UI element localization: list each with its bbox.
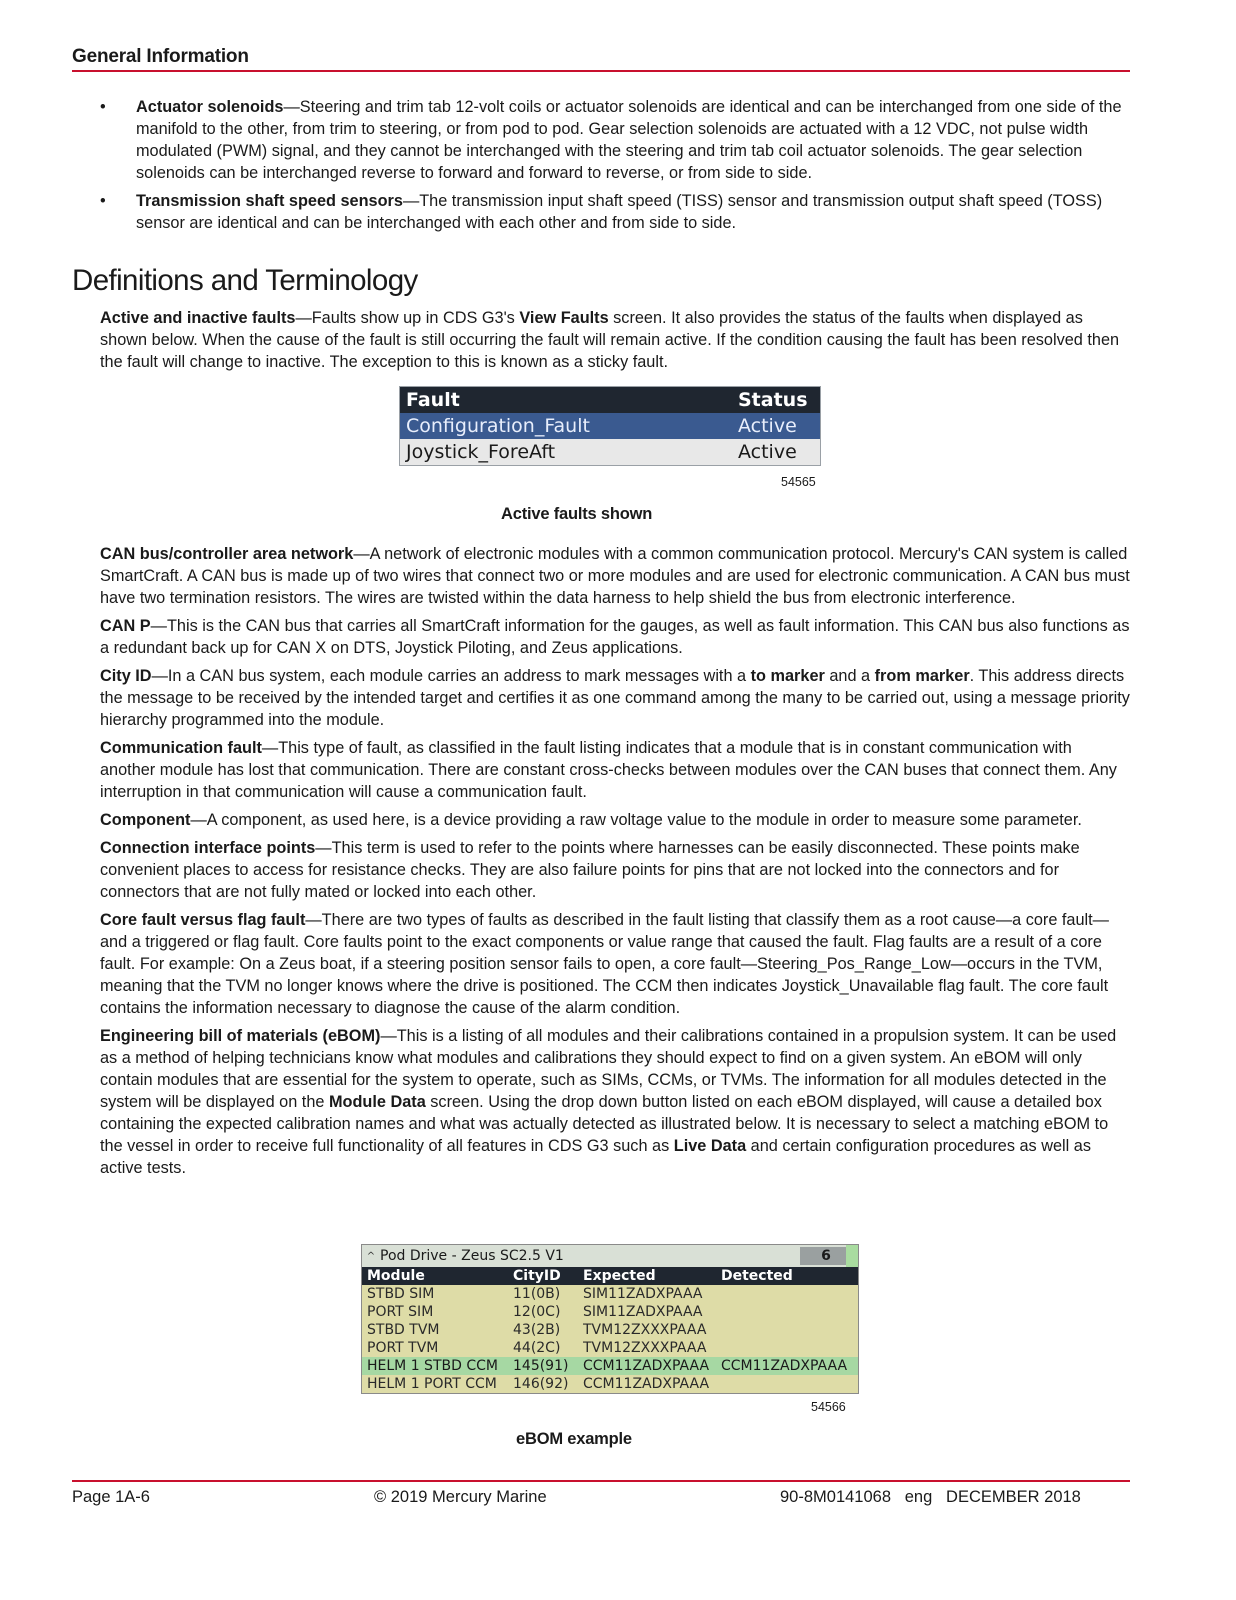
definition-can-bus [100, 543, 1130, 609]
figure-number: 54565 [781, 475, 816, 489]
collapse-caret-icon[interactable]: ^ [366, 1250, 376, 1262]
definition-text: —Faults show up in CDS G3's [295, 309, 520, 327]
cityid-column-header: CityID [513, 1268, 561, 1284]
bullet-item [100, 96, 1130, 184]
ebom-row-matched[interactable] [362, 1357, 858, 1375]
footer-page-number: Page 1A-6 [72, 1488, 150, 1506]
ebom-table [361, 1244, 859, 1394]
expected-cal: SIM11ZADXPAAA [583, 1286, 703, 1302]
module-name: HELM 1 STBD CCM [367, 1358, 498, 1374]
figure-number: 54566 [811, 1400, 846, 1414]
expected-cal: TVM12ZXXXPAAA [583, 1340, 707, 1356]
definition-term: City ID [100, 667, 152, 685]
ebom-row[interactable] [362, 1339, 858, 1357]
fault-status: Active [738, 415, 797, 437]
expected-cal: CCM11ZADXPAAA [583, 1376, 710, 1392]
ebom-row[interactable] [362, 1285, 858, 1303]
definition-term: Connection interface points [100, 839, 316, 857]
definition-list [100, 543, 1130, 1185]
city-id: 44(2C) [513, 1340, 561, 1356]
expected-cal: TVM12ZXXXPAAA [583, 1322, 707, 1338]
definition-bold: Module Data [328, 1093, 426, 1111]
definition-communication-fault [100, 737, 1130, 803]
definition-text: —A component, as used here, is a device providing a raw voltage value to the module in order to measure some parameter. [190, 811, 1082, 829]
detected-column-header: Detected [721, 1268, 793, 1284]
bullet-dot: • [100, 98, 106, 116]
definition-core-flag-fault [100, 909, 1130, 1019]
status-column-header: Status [738, 389, 808, 411]
fault-row[interactable] [400, 439, 820, 465]
definition-term: Component [100, 811, 191, 829]
city-id: 146(92) [513, 1376, 569, 1392]
definition-component [100, 809, 1130, 831]
definition-connection-points [100, 837, 1130, 903]
definition-text: —This type of fault, as classified in the fault listing indicates that a module that is in constant communication with another module has lost that communication. There are constant cross-checks between modules over the CAN buses that connect them. Any interruption in that communication will cause a communication fault. [100, 739, 1117, 801]
city-id: 12(0C) [513, 1304, 561, 1320]
definition-term: CAN P [100, 617, 151, 635]
expected-cal: SIM11ZADXPAAA [583, 1304, 703, 1320]
footer-doc-id: 90-8M0141068 eng DECEMBER 2018 [780, 1488, 1081, 1506]
definition-bold: to marker [750, 667, 825, 685]
module-name: PORT SIM [367, 1304, 434, 1320]
definition-term: CAN bus/controller area network [100, 545, 354, 563]
fault-name: Configuration_Fault [406, 415, 590, 437]
page-header-title: General Information [72, 46, 249, 67]
bullet-dot: • [100, 192, 106, 210]
module-name: HELM 1 PORT CCM [367, 1376, 497, 1392]
ebom-row[interactable] [362, 1375, 858, 1393]
fault-name: Joystick_ForeAft [406, 441, 556, 463]
section-heading: Definitions and Terminology [72, 264, 418, 297]
definition-text: screen. Using the drop down button listed on each eBOM displayed, will cause a detailed box containing the expected calibration names and what was actually detected as illustrated below. It is necessary to select a matching eBOM to the vessel in order to receive full functionality of all features in CDS G3 such as [100, 1093, 1109, 1155]
definition-text: —A network of electronic modules with a common communication protocol. Mercury's CAN system is called SmartCraft. A CAN bus is made up of two wires that connect two or more modules and are used for electronic communication. A CAN bus must have two termination resistors. The wires are twisted within the data harness to help shield the bus from electronic interference. [100, 545, 1130, 607]
footer-copyright: © 2019 Mercury Marine [374, 1488, 547, 1506]
definition-block [100, 307, 1130, 379]
city-id: 43(2B) [513, 1322, 561, 1338]
ebom-count-badge: 6 [800, 1247, 852, 1265]
ebom-title: Pod Drive - Zeus SC2.5 V1 [380, 1248, 564, 1264]
header-rule [72, 70, 1130, 72]
definition-bold: from marker [874, 667, 970, 685]
definition-text: and a [824, 667, 875, 685]
expected-cal: CCM11ZADXPAAA [583, 1358, 710, 1374]
definition-text: and certain configuration procedures as well as active tests. [100, 1137, 1091, 1177]
module-name: STBD SIM [367, 1286, 435, 1302]
definition-active-faults [100, 307, 1130, 373]
bullet-item [100, 190, 1130, 234]
definition-city-id [100, 665, 1130, 731]
definition-ebom [100, 1025, 1130, 1179]
module-name: PORT TVM [367, 1340, 439, 1356]
ebom-title-bar[interactable] [362, 1245, 858, 1267]
module-column-header: Module [367, 1268, 425, 1284]
ebom-row[interactable] [362, 1303, 858, 1321]
module-name: STBD TVM [367, 1322, 440, 1338]
footer-rule [72, 1480, 1130, 1482]
definition-term: Active and inactive faults [100, 309, 296, 327]
definition-text: screen. It also provides the status of the faults when displayed as shown below. When the cause of the fault is still occurring the fault will remain active. If the condition causing the fault has been resolved then the fault will change to inactive. The exception to this is known as a sticky fault. [100, 309, 1120, 371]
fault-status-table [399, 386, 821, 466]
definition-text: . This address directs the message to be received by the intended target and certifies it as one command among the many to be carried out, using a message priority hierarchy programmed into the module. [100, 667, 1130, 729]
bullet-text: —The transmission input shaft speed (TISS) sensor and transmission output shaft speed (TOSS) sensor are identical and can be interchanged with each other and from side to side. [136, 192, 1103, 232]
definition-can-p [100, 615, 1130, 659]
bullet-term: Actuator solenoids [136, 98, 284, 116]
definition-text: —This term is used to refer to the points where harnesses can be easily disconnected. These points make convenient places to access for resistance checks. They are also failure points for pins that are not locked into the connectors and for connectors that are not fully mated or locked into each other. [100, 839, 1080, 901]
figure-caption: eBOM example [516, 1430, 632, 1448]
expected-column-header: Expected [583, 1268, 656, 1284]
ebom-header-row [362, 1267, 858, 1285]
bullet-term: Transmission shaft speed sensors [136, 192, 403, 210]
ebom-row[interactable] [362, 1321, 858, 1339]
definition-text: —There are two types of faults as described in the fault listing that classify them as a root cause—a core fault—and a triggered or flag fault. Core faults point to the exact components or value range that caused the fault. Flag faults are a result of a core fault. For example: On a Zeus boat, if a steering position sensor fails to open, a core fault—Steering_Pos_Range_Low—occurs in the TVM, meaning that the TVM no longer knows where the drive is positioned. The CCM then indicates Joystick_Unavailable flag fault. The core fault contains the information necessary to diagnose the cause of the alarm condition. [100, 911, 1109, 1017]
fault-column-header: Fault [406, 389, 460, 411]
city-id: 145(91) [513, 1358, 569, 1374]
definition-term: Core fault versus flag fault [100, 911, 306, 929]
figure-caption: Active faults shown [501, 505, 653, 523]
fault-table-header [400, 387, 820, 413]
fault-row-selected[interactable] [400, 413, 820, 439]
bullet-list [100, 96, 1130, 240]
definition-bold: Live Data [673, 1137, 747, 1155]
definition-text: —This is a listing of all modules and their calibrations contained in a propulsion system. It can be used as a method of helping technicians know what modules and calibrations they should expect to find on a given system. An eBOM will only contain modules that are essential for the system to operate, such as SIMs, CCMs, or TVMs. The information for all modules detected in the system will be displayed on the [100, 1027, 1117, 1111]
definition-bold: View Faults [519, 309, 609, 327]
definition-text: —In a CAN bus system, each module carries an address to mark messages with a [151, 667, 751, 685]
city-id: 11(0B) [513, 1286, 561, 1302]
definition-term: Communication fault [100, 739, 262, 757]
definition-text: —This is the CAN bus that carries all SmartCraft information for the gauges, as well as fault information. This CAN bus also functions as a redundant back up for CAN X on DTS, Joystick Piloting, and Zeus applications. [100, 617, 1130, 657]
detected-cal: CCM11ZADXPAAA [721, 1358, 848, 1374]
bullet-text: —Steering and trim tab 12-volt coils or actuator solenoids are identical and can be interchanged from one side of the manifold to the other, from trim to steering, or from pod to pod. Gear selection solenoids are actuated with a 12 VDC, not pulse width modulated (PWM) signal, and they cannot be interchanged with the steering and trim tab coil actuator solenoids. The gear selection solenoids can be interchanged reverse to forward and forward to reverse, or from side to side. [136, 98, 1122, 182]
fault-status: Active [738, 441, 797, 463]
definition-term: Engineering bill of materials (eBOM) [100, 1027, 381, 1045]
